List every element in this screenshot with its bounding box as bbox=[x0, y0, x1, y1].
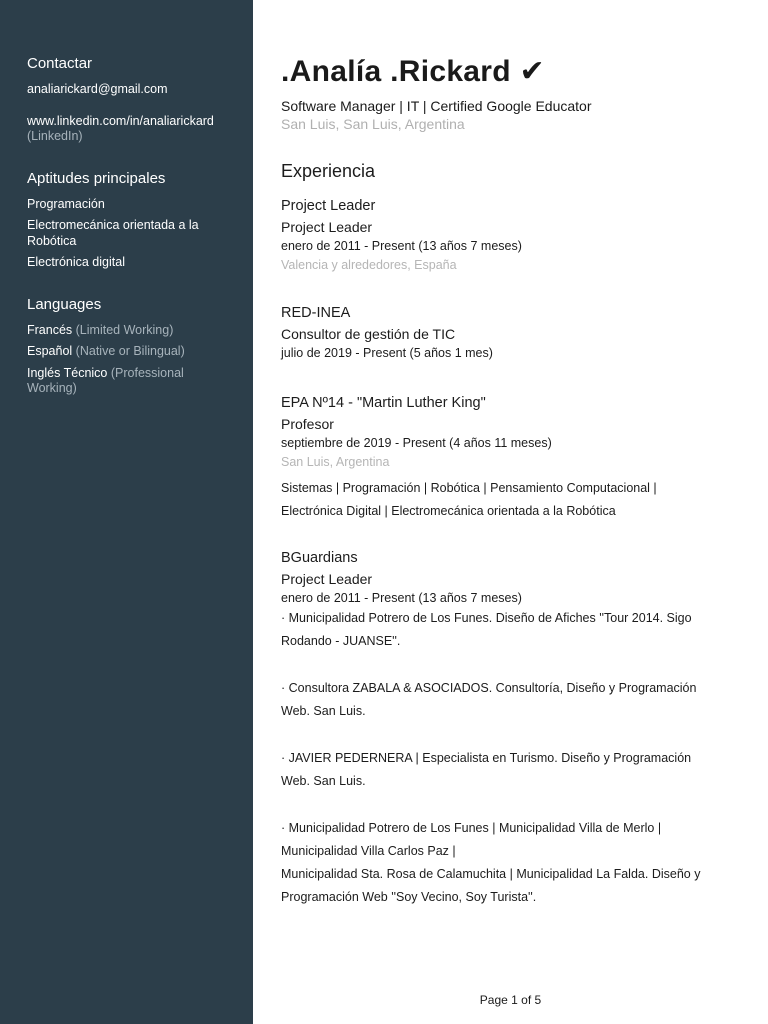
bullet-line: Municipalidad Villa Carlos Paz | bbox=[281, 844, 456, 858]
linkedin-link[interactable] bbox=[27, 114, 237, 145]
page-number: Page 1 of 5 bbox=[479, 993, 542, 1007]
profile-location: San Luis, San Luis, Argentina bbox=[281, 116, 465, 132]
job-role: Project Leader bbox=[281, 219, 373, 235]
skill-item: Electrónica digital bbox=[27, 255, 125, 269]
main-content bbox=[281, 54, 751, 939]
job-entry bbox=[281, 549, 751, 909]
job-role: Project Leader bbox=[281, 571, 373, 587]
skills-heading: Aptitudes principales bbox=[27, 169, 166, 187]
linkedin-url[interactable]: www.linkedin.com/in/analiarickard bbox=[27, 113, 214, 128]
bullet-line: · Municipalidad Potrero de Los Funes | Municipalidad Villa de Merlo | bbox=[281, 821, 662, 835]
job-description-line: Sistemas | Programación | Robótica | Pensamiento Computacional | bbox=[281, 481, 657, 495]
email-link[interactable]: analiarickard@gmail.com bbox=[27, 82, 168, 96]
bullet-line: Municipalidad Sta. Rosa de Calamuchita | Municipalidad La Falda. Diseño y bbox=[281, 867, 701, 881]
bullet-line: · Municipalidad Potrero de Los Funes. Diseño de Afiches ''Tour 2014. Sigo bbox=[281, 611, 692, 625]
language-item bbox=[27, 366, 207, 397]
job-bullet bbox=[281, 747, 751, 793]
job-dates: julio de 2019 - Present (5 años 1 mes) bbox=[281, 346, 493, 360]
job-company: Project Leader bbox=[281, 198, 376, 214]
job-bullet bbox=[281, 607, 751, 653]
job-company: EPA Nº14 - "Martin Luther King" bbox=[281, 395, 486, 411]
profile-headline: Software Manager | IT | Certified Google Educator bbox=[281, 98, 592, 114]
job-description bbox=[281, 477, 751, 523]
job-dates: enero de 2011 - Present (13 años 7 meses) bbox=[281, 239, 522, 253]
job-entry bbox=[281, 197, 751, 274]
language-level: (Native or Bilingual) bbox=[75, 344, 185, 358]
job-role: Profesor bbox=[281, 416, 334, 432]
language-level: (Professional Working) bbox=[27, 365, 184, 395]
experience-heading: Experiencia bbox=[281, 161, 376, 181]
job-location: San Luis, Argentina bbox=[281, 455, 390, 469]
profile-name: .Analía .Rickard ✔ bbox=[281, 55, 545, 88]
bullet-line: Web. San Luis. bbox=[281, 704, 366, 718]
job-description-line: Electrónica Digital | Electromecánica orientada a la Robótica bbox=[281, 504, 616, 518]
job-entry bbox=[281, 304, 751, 362]
languages-section bbox=[27, 295, 237, 397]
job-bullet bbox=[281, 677, 751, 723]
language-item bbox=[27, 323, 237, 339]
job-role: Consultor de gestión de TIC bbox=[281, 326, 456, 342]
language-name: Francés bbox=[27, 322, 73, 337]
job-location: Valencia y alrededores, España bbox=[281, 258, 457, 272]
job-dates: enero de 2011 - Present (13 años 7 meses) bbox=[281, 591, 522, 605]
language-level: (Limited Working) bbox=[75, 322, 174, 337]
contact-heading: Contactar bbox=[27, 55, 93, 72]
job-entry bbox=[281, 394, 751, 523]
contact-section bbox=[27, 54, 237, 145]
bullet-line: Rodando - JUANSE''. bbox=[281, 634, 401, 648]
job-company: BGuardians bbox=[281, 550, 358, 566]
bullet-line: · Consultora ZABALA & ASOCIADOS. Consultoría, Diseño y Programación bbox=[281, 681, 697, 695]
skill-item: Programación bbox=[27, 196, 105, 211]
bullet-line: Web. San Luis. bbox=[281, 774, 366, 788]
languages-heading: Languages bbox=[27, 295, 102, 313]
bullet-line: Programación Web ''Soy Vecino, Soy Turista''. bbox=[281, 890, 537, 904]
skill-item: Electromecánica orientada a la Robótica bbox=[27, 218, 199, 248]
sidebar bbox=[0, 0, 253, 1024]
sidebar-content bbox=[27, 54, 237, 421]
job-dates: septiembre de 2019 - Present (4 años 11 meses) bbox=[281, 436, 552, 450]
job-company: RED-INEA bbox=[281, 305, 351, 321]
language-name: Español bbox=[27, 344, 73, 358]
bullet-line: · JAVIER PEDERNERA | Especialista en Turismo. Diseño y Programación bbox=[281, 751, 692, 765]
job-bullet bbox=[281, 817, 751, 909]
language-item bbox=[27, 344, 237, 360]
linkedin-label: (LinkedIn) bbox=[27, 129, 83, 143]
language-name: Inglés Técnico bbox=[27, 365, 108, 380]
skills-section bbox=[27, 169, 237, 271]
